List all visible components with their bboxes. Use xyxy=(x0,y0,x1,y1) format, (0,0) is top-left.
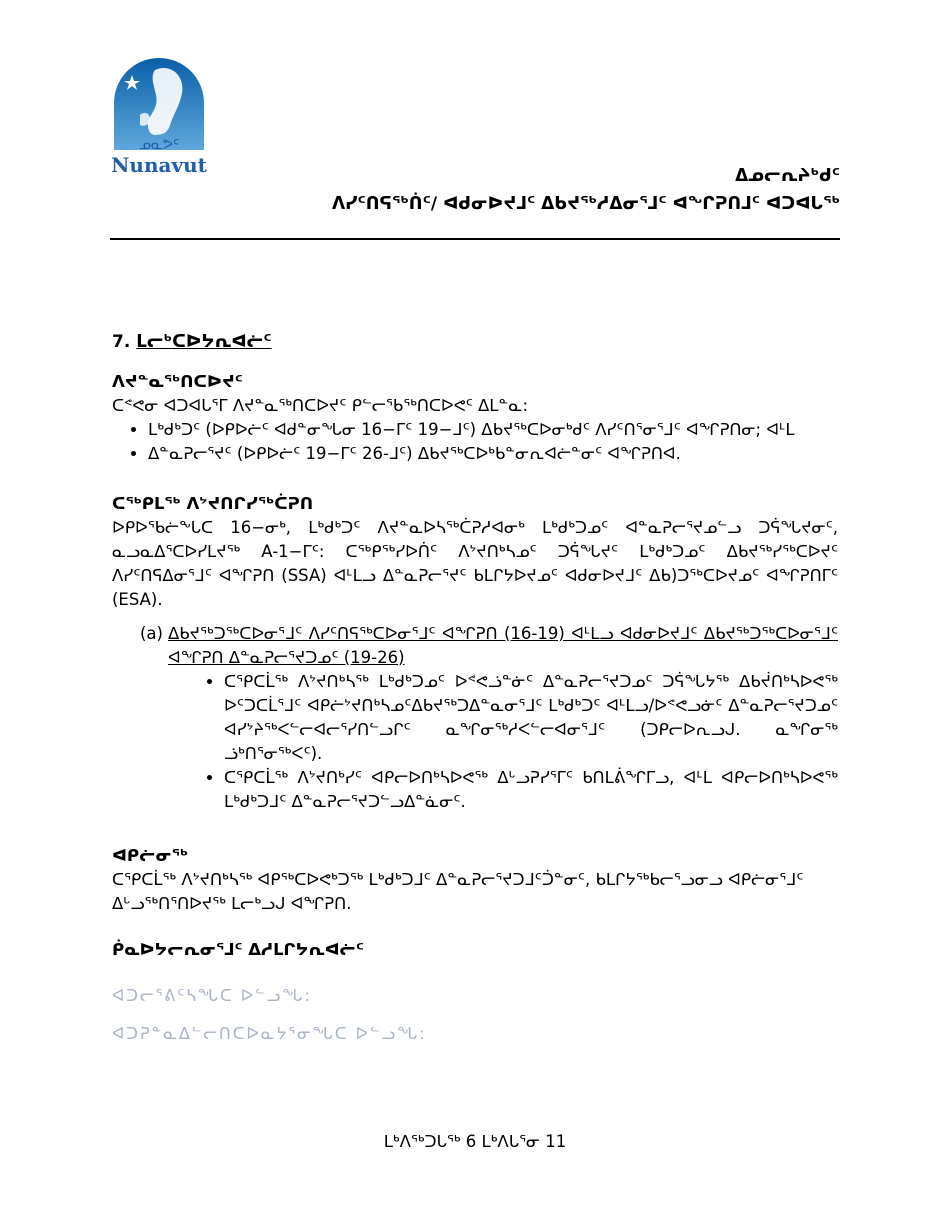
item-a-bullet: • ᑕᕿᑕᒫᖅ ᐱᔾᔪᑎᒃᓯᑦ ᐊᑭᓕᐅᑎᒃᓴᐅᕙᖅ ᐃᒡᓗᕈᓯᕐᒥᑦ ᑲᑎᒪᕖᖏᒥᓗ, ᐊᒻᒪ ᐊᑭᓕᐅᑎᒃᓴᐅᕙᖅ ᒪᒃᑯᒃᑐᒧᑦ ᐃᓐᓇᕈᓕᕐᔪᑐᓪᓗᐃᓐᓈᓂᑦ. xyxy=(224,766,838,814)
transition-heading: ᑕᖅᑭᒪᖅ ᐱᔾᔪᑎᒋᓯᖅᑖᕈᑎ xyxy=(112,494,314,513)
approval-block xyxy=(112,938,838,962)
expiry-date-label: ᐊᑐᕈᓐᓇᐃᓪᓕᑎᑕᐅᓇᔭᕐᓂᖓᑕ ᐅᓪᓗᖓ: xyxy=(112,1024,427,1043)
item-a-text: ᐃᑲᔪᖅᑐᖅᑕᐅᓂᕐᒧᑦ ᐱᓯᑦᑎᕋᖅᑕᐅᓂᕐᒧᑦ ᐊᖏᕈᑎ (16-19) ᐊᒻᒪᓗ ᐊᑯᓂᐅᔪᒧᑦ ᐃᑲᔪᖅᑐᖅᑕᐅᓂᕐᒧᑦ ᐊᖏᕈᑎ ᐃᓐᓇᕈᓕᕐᔪᑐᓄᑦ (19-26) xyxy=(168,624,838,667)
item-a xyxy=(140,622,838,670)
eligibility-item: • ᒪᒃᑯᒃᑐᑦ (ᐅᑭᐅᓖᑦ ᐊᑯᓐᓂᖓᓂ 16−ᒥᑦ 19−ᒧᑦ) ᐃᑲᔪᖅᑕᐅᓂᒃᑯᑦ ᐱᓯᑦᑎᕐᓂᕐᒧᑦ ᐊᖏᕈᑎᓂ; ᐊᒻᒪ xyxy=(148,418,838,442)
date-fields xyxy=(112,984,838,1046)
transition-block xyxy=(112,492,838,814)
header-divider xyxy=(110,238,840,240)
eligibility-item: • ᐃᓐᓇᕈᓕᕐᔪᑦ (ᐅᑭᐅᓖᑦ 19−ᒥᑦ 26-ᒧᑦ) ᐃᑲᔪᖅᑕᐅᒃᑲᓐᓂᕆᐊᓖᓐᓂᑦ ᐊᖏᕈᑎᐊ. xyxy=(148,442,838,466)
page-number: ᒪᒃᐱᖅᑐᒐᖅ 6 ᒪᒃᐱᒐᕐᓂ 11 xyxy=(383,1132,567,1151)
eligibility-block xyxy=(112,370,838,466)
payment-paragraph: ᑕᕿᑕᒫᖅ ᐱᔾᔪᑎᒃᓴᖅ ᐊᑭᖅᑕᐅᕙᒃᑐᖅ ᒪᒃᑯᒃᑐᒧᑦ ᐃᓐᓇᕈᓕᕐᔪᑐᒧᑦᑑᓐᓂᑦ, ᑲᒪᒋᔭᖅᑲᓕᕐᓗᓂᓗ ᐊᑭᓖᓂᕐᒧᑦ ᐃᒡᓗᖅᑎᕐᑎᐅᔪᖅ ᒪᓕᒃᓗᒍ ᐊᖏᕈᑎ. xyxy=(112,870,804,913)
document-header xyxy=(332,162,840,218)
item-a-label: (a) xyxy=(140,624,163,643)
document-body xyxy=(112,330,838,1046)
section-title xyxy=(112,330,838,354)
eligibility-heading: ᐱᔪᓐᓇᖅᑎᑕᐅᔪᑦ xyxy=(112,372,243,391)
payment-block xyxy=(112,844,838,916)
eligibility-list xyxy=(112,418,838,466)
department-name: ᐃᓄᓕᕆᔨᒃᑯᑦ xyxy=(735,166,840,186)
effective-date-label: ᐊᑐᓕᕐᕕᑦᓴᖓᑕ ᐅᓪᓗᖓ: xyxy=(112,986,312,1005)
nunavut-logo-graphic xyxy=(110,55,208,180)
division-name: ᐱᓯᑦᑎᕋᖅᑏᑦ/ ᐊᑯᓂᐅᔪᒧᑦ ᐃᑲᔪᖅᓱᐃᓂᕐᒧᑦ ᐊᖏᕈᑎᒧᑦ ᐊᑐᐊᒐᖅ xyxy=(331,194,840,214)
transition-paragraph: ᐅᑭᐅᕐᑲᓖᖕᒐᑕ 16−ᓂᒃ, ᒪᒃᑯᒃᑐᑦ ᐱᔪᓐᓇᐅᓴᖅᑖᕈᓱᐊᓂᒃ ᒪᒃᑯᒃᑐᓄᑦ ᐊᓐᓇᕈᓕᕐᔪᓄᓪᓗ ᑐᕌᖓᔪᓂᑦ, ᓇᓗᓇᐃᕐᑕᐅᓯᒪᔪᖅ A-1−ᒥᑦ: ᑕᖅᑭᖅᓯᐅᑏᑦ ᐱᔾᔪᑎᒃᓴᓄᑦ ᑐᕌᖓᔪᑦ ᒪᒃᑯᒃᑐᓄᑦ ᐃᑲᔪᖅᓯᖅᑕᐅᔪᑦ ᐱᓯᑦᑎᕋᐃᓂᕐᒧᑦ ᐊᖏᕈᑎ (SSA) ᐊᒻᒪᓗ ᐃᓐᓇᕈᓕᕐᔪᑦ ᑲᒪᒋᔭᐅᔪᓄᑦ ᐊᑯᓂᐅᔪᒧᑦ ᐃᑲ)ᑐᖅᑕᐅᔪᓄᑦ ᐊᖏᕈᑎᒥᑦ (ESA). xyxy=(112,518,838,609)
payment-heading: ᐊᑭᓖᓂᖅ xyxy=(112,846,189,865)
logo-syllabics: ᓄᓇᕗᑦ xyxy=(138,137,180,153)
section-title-text: ᒪᓕᒃᑕᐅᔭᕆᐊᓖᑦ xyxy=(136,332,272,352)
section-number: 7. xyxy=(112,332,131,352)
item-a-bullet: • ᑕᕿᑕᒫᖅ ᐱᔾᔪᑎᒃᓴᖅ ᒪᒃᑯᒃᑐᓄᑦ ᐅᕝᕙᓘᓐᓃᑦ ᐃᓐᓇᕈᓕᕐᔪᑐᓄᑦ ᑐᕌᖓᔭᖅ ᐃᑲᔫᑎᒃᓴᐅᕙᖅ ᐅᑦᑐᑕᒫᕐᒧᑦ ᐊᑭᓖᔾᔪᑎᒃᓴᓄᑦᐃᑲᔪᖅᑐᐃᓐᓇᓂᕐᒧᑦ ᒪᒃᑯᒃᑐᑦ ᐊᒻᒪᓗ/ᐅᕝᕙᓗᓃᑦ ᐃᓐᓇᕈᓕᕐᔪᑐᓄᑦ ᐊᓯᔾᔨᖅᐸᓪᓕᐊᓕᕐᓯᑎᓪᓗᒋᑦ ᓇᖏᓂᖅᓱᐸᓪᓕᐊᓂᕐᒧᑦ (ᑐᑭᓕᐅᕆᓗᒍ. ᓇᖏᓂᖅ ᓘᒃᑎᕐᓂᖅᐸᑦ). xyxy=(224,670,838,766)
nunavut-logo xyxy=(110,55,208,180)
logo-wordmark: Nunavut xyxy=(111,153,207,177)
item-a-list xyxy=(168,670,838,814)
approval-heading: ᑮᓇᐅᔭᓕᕆᓂᕐᒧᑦ ᐃᓱᒪᒋᔭᕆᐊᓖᑦ xyxy=(112,940,364,959)
eligibility-intro: ᑕᕝᕙᓂ ᐊᑐᐊᒐᕐᒥ ᐱᔪᓐᓇᖅᑎᑕᐅᔪᑦ ᑭᓪᓕᖃᖅᑎᑕᐅᕙᑦ ᐃᒪᓐᓇ: xyxy=(112,396,529,415)
